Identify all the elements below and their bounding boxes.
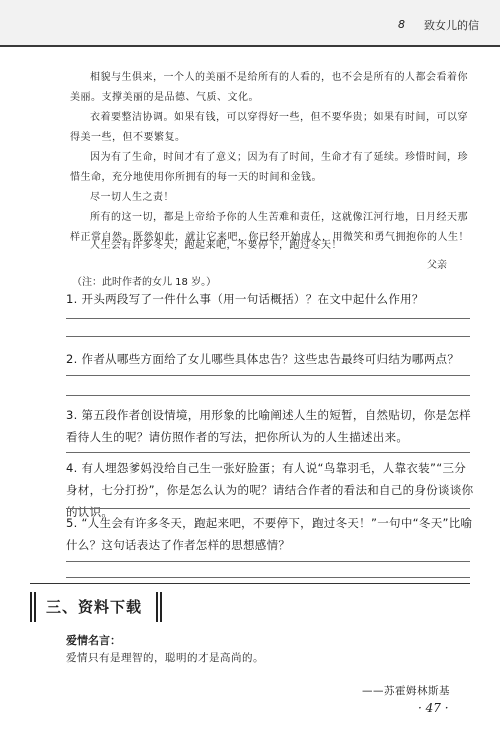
question-2: 2. 作者从哪些方面给了女儿哪些具体忠告？这些忠告最终可归结为哪两点？ [66,352,460,366]
letter-paragraph: 人生会有许多冬天，跑起来吧，不要停下，跑过冬天！ [90,240,342,251]
header-rule [0,45,500,47]
section-title: 三、资料下载 [46,598,143,616]
answer-line[interactable] [66,577,470,578]
love-quote-attribution: ——苏霍姆林斯基 [362,685,450,697]
love-quote-heading: 爱情名言： [66,634,121,647]
answer-line[interactable] [66,561,470,562]
letter-signature: 父亲 [427,260,447,271]
answer-line[interactable] [66,452,470,453]
question-1: 1. 开头两段写了一件什么事（用一句话概括）？在文中起什么作用？ [66,292,424,306]
question-3: 3. 第五段作者创设情境，用形象的比喻阐述人生的短暂，自然贴切，你是怎样看待人生的呢？请仿照作者的写法，把你所认为的人生描述出来。 [66,408,471,444]
section-rule [30,583,470,584]
letter-paragraph: 相貌与生俱来，一个人的美丽不是给所有的人看的，也不会是所有的人都会看着你美丽。支撑美丽的是品德、气质、文化。 [70,72,468,103]
letter-paragraph: 尽一切人生之责！ [90,192,174,203]
chapter-title: 致女儿的信 [424,19,479,32]
answer-line[interactable] [66,395,470,396]
answer-line[interactable] [66,508,470,509]
question-4: 4. 有人埋怨爹妈没给自己生一张好脸蛋；有人说“鸟靠羽毛，人靠衣装”“三分身材，七分打扮”，你是怎么认为的呢？请结合作者的看法和自己的身份谈谈你的认识。 [66,461,474,519]
answer-line[interactable] [66,375,470,376]
letter-paragraph: 所有的这一切，都是上帝给予你的人生苦难和责任，这就像江河行地，日月经天那样正常自然。既然如此，就让它来吧，你已经开始成人，用微笑和勇气拥抱你的人生！ [70,212,469,243]
love-quote: 爱情只有是理智的，聪明的才是高尚的。 [66,652,264,664]
page-number: · 47 · [418,701,449,715]
section-heading [30,592,162,622]
letter-paragraph: 因为有了生命，时间才有了意义；因为有了时间，生命才有了延续。珍惜时间，珍惜生命，充分地使用你所拥有的每一天的时间和金钱。 [70,152,468,183]
chapter-number: 8 [398,18,405,31]
letter-paragraph: 衣着要整洁协调。如果有钱，可以穿得好一些，但不要华贵；如果有时间，可以穿得美一些，但不要繁复。 [70,112,468,143]
answer-line[interactable] [66,318,470,319]
heading-bar-right [156,592,162,622]
answer-line[interactable] [66,336,470,337]
heading-bar-left [30,592,36,622]
author-note: （注：此时作者的女儿 18 岁。） [72,277,217,288]
question-5: 5. “人生会有许多冬天，跑起来吧，不要停下，跑过冬天！”一句中“冬天”比喻什么？这句话表达了作者怎样的思想感情？ [66,516,473,552]
